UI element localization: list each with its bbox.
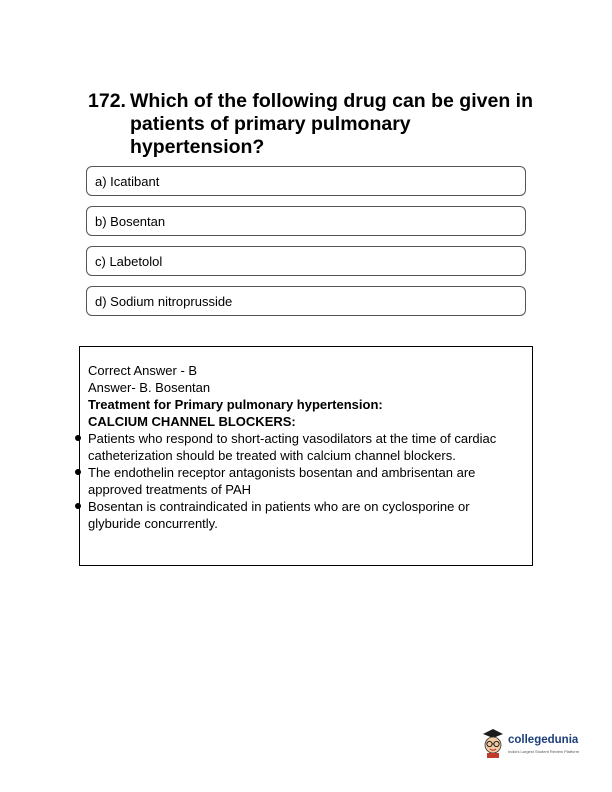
mascot-icon: [480, 728, 506, 758]
question-text: Which of the following drug can be given in patients of primary pulmonary hypertension?: [130, 90, 533, 158]
correct-answer: Correct Answer - B: [88, 363, 198, 378]
brand-name: collegedunia: [508, 734, 579, 746]
option-b[interactable]: b) Bosentan: [86, 206, 526, 236]
list-item: The endothelin receptor antagonists bosentan and ambrisentan are approved treatments of PAH: [88, 464, 522, 498]
list-item: Patients who respond to short-acting vasodilators at the time of cardiac catheterization should be treated with calcium channel blockers.: [88, 430, 522, 464]
option-a[interactable]: a) Icatibant: [86, 166, 526, 196]
bullet-icon: [75, 435, 81, 441]
brand-tagline: India's Largest Student Review Platform: [508, 749, 580, 754]
bullet-icon: [75, 469, 81, 475]
question-number: 172.: [88, 90, 126, 112]
answer-line: Answer- B. Bosentan: [88, 380, 211, 395]
answer-box: [79, 346, 533, 566]
treatment-subheading: CALCIUM CHANNEL BLOCKERS:: [88, 414, 296, 429]
option-c[interactable]: c) Labetolol: [86, 246, 526, 276]
bullet-icon: [75, 503, 81, 509]
explanation-list: [88, 430, 522, 532]
question: [88, 90, 538, 159]
option-d[interactable]: d) Sodium nitroprusside: [86, 286, 526, 316]
treatment-heading: Treatment for Primary pulmonary hypertension:: [88, 397, 383, 412]
list-item: Bosentan is contraindicated in patients who are on cyclosporine or glyburide concurrently.: [88, 498, 522, 532]
collegedunia-logo: [480, 728, 590, 762]
